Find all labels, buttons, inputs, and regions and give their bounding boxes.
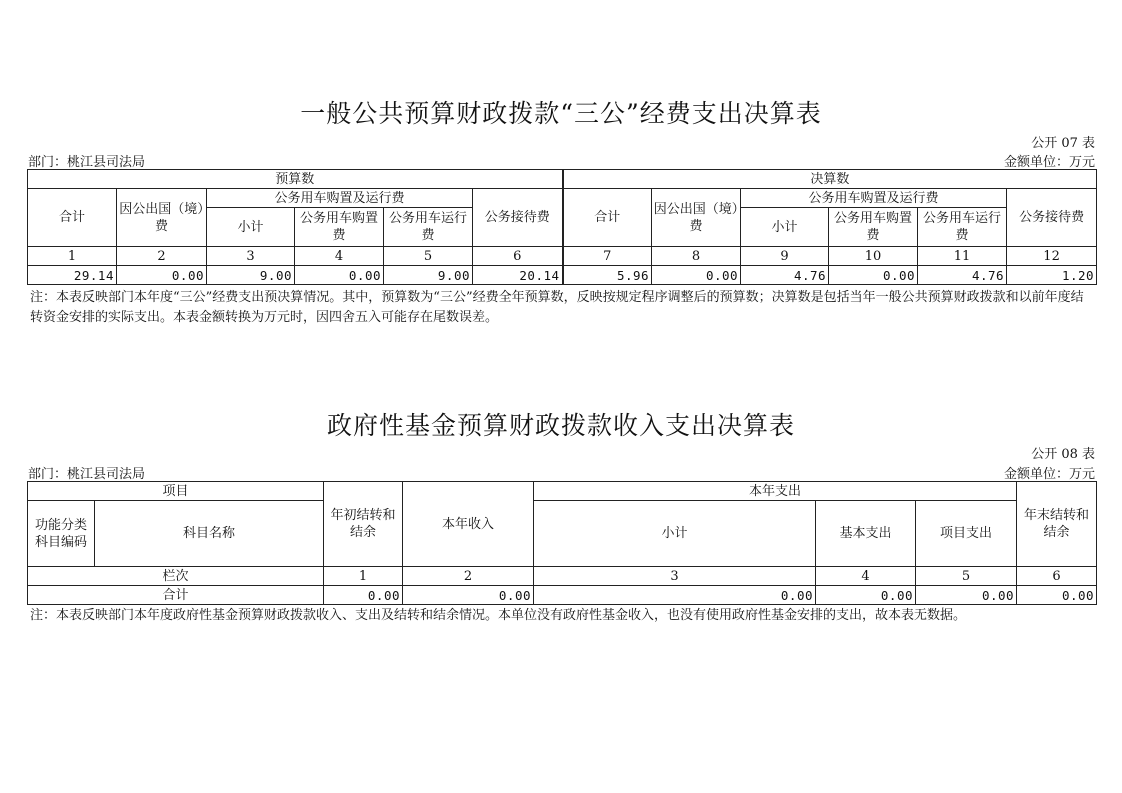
table1-title: 一般公共预算财政拨款“三公”经费支出决算表: [300, 99, 822, 128]
government-fund-table: [27, 481, 1097, 605]
income-header: 本年收入: [403, 482, 534, 567]
col-number: 11: [918, 247, 1007, 266]
budget-purchase-header: 公务用车购置费: [295, 208, 384, 247]
value-cell: 0.00: [829, 266, 918, 285]
table1-unit: 金额单位：万元: [1003, 155, 1095, 170]
final-vehicle-header: 公务用车购置及运行费: [741, 189, 1007, 208]
table1-department: 部门：桃江县司法局: [28, 155, 146, 170]
value-cell: 0.00: [652, 266, 741, 285]
final-abroad-header: 因公出国（境）费: [652, 189, 741, 247]
table1-note: 注：本表反映部门本年度“三公”经费支出预决算情况。其中，预算数为“三公”经费全年预算数，反映按规定程序调整后的预算数；决算数是包括当年一般公共预算财政拨款和以前年度结转资金安排的实际支出。本表金额转换为万元时，因四舍五入可能存在尾数误差。: [30, 290, 1084, 325]
col-number: 2: [117, 247, 207, 266]
three-public-expenses-table: [27, 169, 1097, 285]
expense-header: 本年支出: [534, 482, 1017, 501]
value-cell: 0.00: [117, 266, 207, 285]
col-number: 3: [207, 247, 295, 266]
final-header: 决算数: [563, 170, 1097, 189]
value-cell: 4.76: [741, 266, 829, 285]
col-number: 5: [916, 567, 1017, 586]
code-header: 功能分类科目编码: [28, 501, 95, 567]
basic-expense-header: 基本支出: [816, 501, 916, 567]
table2-form-number: 公开 08 表: [1031, 447, 1095, 462]
col-number: 9: [741, 247, 829, 266]
table2-unit: 金额单位：万元: [1003, 467, 1095, 482]
value-row: [28, 266, 1097, 285]
value-cell: 1.20: [1007, 266, 1097, 285]
table2-title: 政府性基金预算财政拨款收入支出决算表: [326, 411, 795, 440]
end-balance-header: 年末结转和结余: [1017, 482, 1097, 567]
col-number: 6: [473, 247, 563, 266]
column-number-row: [28, 247, 1097, 266]
budget-total-header: 合计: [28, 189, 117, 247]
col-number: 4: [295, 247, 384, 266]
col-number: 4: [816, 567, 916, 586]
value-cell: 9.00: [207, 266, 295, 285]
table1-form-number: 公开 07 表: [1031, 136, 1095, 151]
table2-note: 注：本表反映部门本年度政府性基金预算财政拨款收入、支出及结转和结余情况。本单位没有政府性基金收入，也没有使用政府性基金安排的支出，故本表无数据。: [30, 608, 967, 623]
subject-name-header: 科目名称: [95, 501, 324, 567]
col-number: 10: [829, 247, 918, 266]
col-number: 7: [563, 247, 652, 266]
value-cell: 0.00: [403, 586, 534, 605]
value-cell: 5.96: [563, 266, 652, 285]
value-cell: 9.00: [384, 266, 473, 285]
value-cell: 4.76: [918, 266, 1007, 285]
col-number: 1: [28, 247, 117, 266]
value-cell: 0.00: [534, 586, 816, 605]
col-number: 2: [403, 567, 534, 586]
value-cell: 0.00: [324, 586, 403, 605]
final-total-header: 合计: [563, 189, 652, 247]
budget-vehicle-header: 公务用车购置及运行费: [207, 189, 473, 208]
col-number: 8: [652, 247, 741, 266]
expense-subtotal-header: 小计: [534, 501, 816, 567]
total-row: [28, 586, 1097, 605]
project-expense-header: 项目支出: [916, 501, 1017, 567]
col-number: 5: [384, 247, 473, 266]
value-cell: 0.00: [295, 266, 384, 285]
value-cell: 20.14: [473, 266, 563, 285]
col-number: 1: [324, 567, 403, 586]
value-cell: 0.00: [816, 586, 916, 605]
budget-operate-header: 公务用车运行费: [384, 208, 473, 247]
budget-header: 预算数: [28, 170, 563, 189]
col-number: 6: [1017, 567, 1097, 586]
budget-abroad-header: 因公出国（境）费: [117, 189, 207, 247]
total-label: 合计: [28, 586, 324, 605]
row-label: 栏次: [28, 567, 324, 586]
final-reception-header: 公务接待费: [1007, 189, 1097, 247]
col-number: 12: [1007, 247, 1097, 266]
col-number: 3: [534, 567, 816, 586]
budget-subtotal-header: 小计: [207, 208, 295, 247]
value-cell: 29.14: [28, 266, 117, 285]
final-purchase-header: 公务用车购置费: [829, 208, 918, 247]
value-cell: 0.00: [1017, 586, 1097, 605]
column-number-row: [28, 567, 1097, 586]
final-operate-header: 公务用车运行费: [918, 208, 1007, 247]
table2-department: 部门：桃江县司法局: [28, 467, 146, 482]
item-header: 项目: [28, 482, 324, 501]
final-subtotal-header: 小计: [741, 208, 829, 247]
budget-reception-header: 公务接待费: [473, 189, 563, 247]
value-cell: 0.00: [916, 586, 1017, 605]
begin-balance-header: 年初结转和结余: [324, 482, 403, 567]
